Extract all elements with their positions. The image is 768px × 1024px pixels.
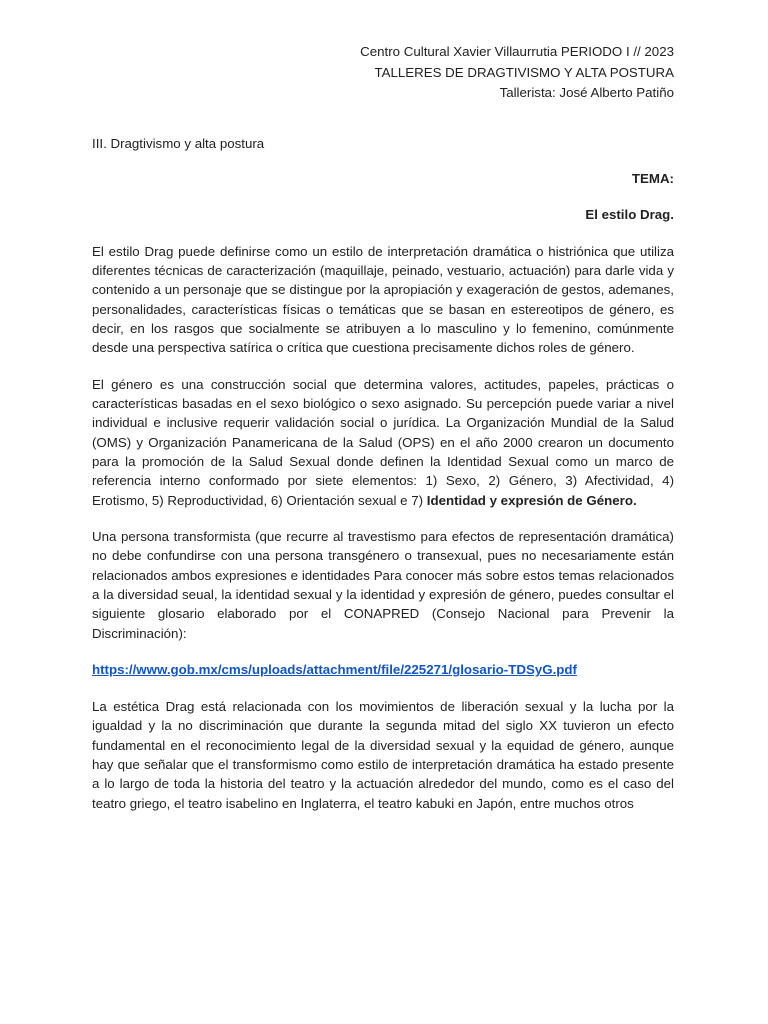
section-title: III. Dragtivismo y alta postura xyxy=(92,135,265,151)
glossary-link[interactable]: https://www.gob.mx/cms/uploads/attachment/file/225271/glosario-TDSyG.pdf xyxy=(92,662,577,678)
tema-label: TEMA: xyxy=(631,170,674,186)
header-institution: Centro Cultural Xavier Villaurrutia PERIODO I // 2023 xyxy=(360,44,674,59)
paragraph-gender-bold: Identidad y expresión de Género. xyxy=(426,492,637,508)
paragraph-gender xyxy=(92,375,674,510)
paragraph-drag-definition: El estilo Drag puede definirse como un estilo de interpretación dramática o histriónica que utiliza diferentes técnicas de caracterización (maquillaje, peinado, vestuario, actuación) para darle vida y contenido a un personaje que se distingue por la apropiación y exageración de gestos, ademanes, personalidades, características físicas o temáticas que se basan en estereotipos de género, es decir, en los rasgos que socialmente se atribuyen a lo masculino y lo femenino, comúnmente desde una perspectiva satírica o crítica que cuestiona precisamente dichos roles de género. xyxy=(92,243,674,356)
header-workshop: TALLERES DE DRAGTIVISMO Y ALTA POSTURA xyxy=(374,64,674,80)
paragraph-clip xyxy=(92,680,674,820)
header-instructor: Tallerista: José Alberto Patiño xyxy=(499,85,674,100)
paragraph-drag-aesthetic: La estética Drag está relacionada con los movimientos de liberación sexual y la lucha por la igualdad y la no discriminación que durante la segunda mitad del siglo XX tuvieron un efecto fundamental en el reconocimiento legal de la diversidad sexual y la equidad de género, aunque hay que señalar que el transformismo como estilo de interpretación dramática ha estado presente a lo largo de toda la historia del teatro y la actuación alrededor del mundo, como es el caso del teatro griego, el teatro isabelino en Inglaterra, el teatro kabuki en Japón, entre muchos otros xyxy=(92,699,674,811)
topic-title: El estilo Drag. xyxy=(585,206,674,222)
paragraph-gender-text: El género es una construcción social que determina valores, actitudes, papeles, prácticas o características basadas en el sexo biológico o sexo asignado. Su percepción puede variar a nivel individual e inclusive requerir validación social o jurídica. La Organización Mundial de la Salud (OMS) y Organización Panamericana de la Salud (OPS) en el año 2000 crearon un documento para la promoción de la Salud Sexual donde definen la Identidad Sexual como un marco de referencia interno conformado por siete elementos: 1) Sexo, 2) Género, 3) Afectividad, 4) Erotismo, 5) Reproductividad, 6) Orientación sexual e 7) xyxy=(92,376,674,508)
paragraph-transformist: Una persona transformista (que recurre al travestismo para efectos de representación dramática) no debe confundirse con una persona transgénero o transexual, pues no necesariamente están relacionados ambos expresiones e identidades Para conocer más sobre estos temas relacionados a la diversidad seual, la identidad sexual y la identidad y expresión de género, puedes consultar el siguiente glosario elaborado por el CONAPRED (Consejo Nacional para Prevenir la Discriminación): xyxy=(92,528,674,641)
page-header xyxy=(92,42,674,104)
